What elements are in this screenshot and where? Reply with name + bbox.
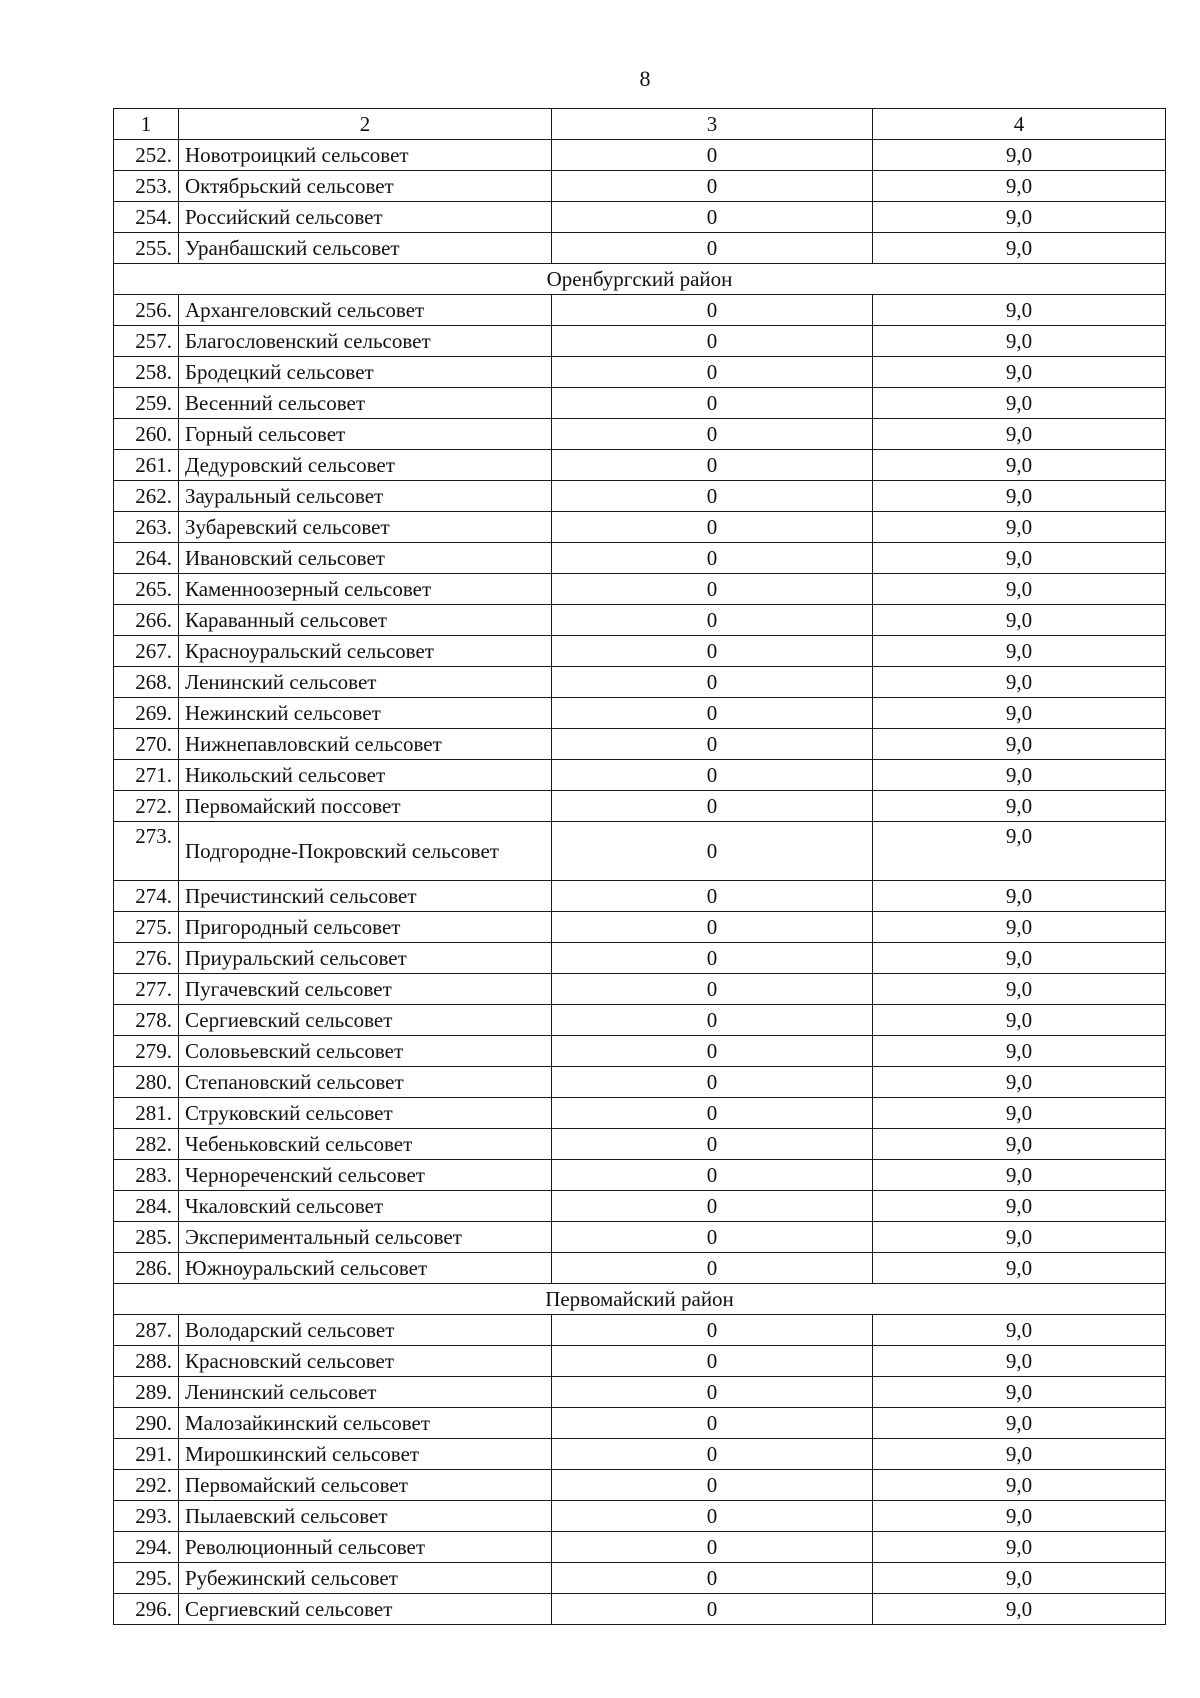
table-row	[114, 1253, 1166, 1284]
value-col4: 9,0	[873, 1470, 1166, 1501]
section-title: Оренбургский район	[114, 264, 1166, 295]
table-row	[114, 388, 1166, 419]
row-number: 278.	[114, 1005, 179, 1036]
value-col4: 9,0	[873, 481, 1166, 512]
municipality-name: Бродецкий сельсовет	[179, 357, 552, 388]
table-row	[114, 974, 1166, 1005]
section-header-row	[114, 1284, 1166, 1315]
row-number: 254.	[114, 202, 179, 233]
municipality-name: Горный сельсовет	[179, 419, 552, 450]
municipality-name: Красноуральский сельсовет	[179, 636, 552, 667]
municipality-name: Караванный сельсовет	[179, 605, 552, 636]
value-col3: 0	[552, 481, 873, 512]
municipality-name: Никольский сельсовет	[179, 760, 552, 791]
municipality-name: Пречистинский сельсовет	[179, 881, 552, 912]
value-col3: 0	[552, 295, 873, 326]
municipality-name: Новотроицкий сельсовет	[179, 140, 552, 171]
value-col4: 9,0	[873, 943, 1166, 974]
municipality-name: Чернореченский сельсовет	[179, 1160, 552, 1191]
row-number: 286.	[114, 1253, 179, 1284]
row-number: 279.	[114, 1036, 179, 1067]
value-col4: 9,0	[873, 1036, 1166, 1067]
value-col3: 0	[552, 729, 873, 760]
municipality-name: Уранбашский сельсовет	[179, 233, 552, 264]
value-col4: 9,0	[873, 1377, 1166, 1408]
municipality-name: Весенний сельсовет	[179, 388, 552, 419]
table-row	[114, 822, 1166, 881]
value-col3: 0	[552, 419, 873, 450]
municipality-name: Чебеньковский сельсовет	[179, 1129, 552, 1160]
value-col3: 0	[552, 822, 873, 881]
table-row	[114, 667, 1166, 698]
value-col4: 9,0	[873, 912, 1166, 943]
row-number: 264.	[114, 543, 179, 574]
municipality-name: Зубаревский сельсовет	[179, 512, 552, 543]
table-row	[114, 295, 1166, 326]
value-col4: 9,0	[873, 1408, 1166, 1439]
municipality-name: Нижнепавловский сельсовет	[179, 729, 552, 760]
row-number: 266.	[114, 605, 179, 636]
table-row	[114, 791, 1166, 822]
page-number: 8	[639, 66, 651, 91]
value-col3: 0	[552, 1439, 873, 1470]
value-col4: 9,0	[873, 543, 1166, 574]
row-number: 280.	[114, 1067, 179, 1098]
municipality-name: Ивановский сельсовет	[179, 543, 552, 574]
value-col4: 9,0	[873, 822, 1166, 881]
value-col3: 0	[552, 1129, 873, 1160]
table-row	[114, 1005, 1166, 1036]
row-number: 284.	[114, 1191, 179, 1222]
row-number: 267.	[114, 636, 179, 667]
table-row	[114, 326, 1166, 357]
value-col4: 9,0	[873, 1098, 1166, 1129]
value-col4: 9,0	[873, 1222, 1166, 1253]
value-col4: 9,0	[873, 1346, 1166, 1377]
value-col4: 9,0	[873, 1191, 1166, 1222]
value-col4: 9,0	[873, 1160, 1166, 1191]
value-col3: 0	[552, 171, 873, 202]
table-row	[114, 943, 1166, 974]
value-col4: 9,0	[873, 1532, 1166, 1563]
row-number: 277.	[114, 974, 179, 1005]
table-row	[114, 912, 1166, 943]
table-row	[114, 419, 1166, 450]
municipality-name: Первомайский поссовет	[179, 791, 552, 822]
municipality-name: Первомайский сельсовет	[179, 1470, 552, 1501]
table-row	[114, 1439, 1166, 1470]
value-col4: 9,0	[873, 1005, 1166, 1036]
value-col4: 9,0	[873, 1439, 1166, 1470]
value-col4: 9,0	[873, 326, 1166, 357]
row-number: 291.	[114, 1439, 179, 1470]
data-table	[113, 108, 1166, 1625]
row-number: 268.	[114, 667, 179, 698]
value-col4: 9,0	[873, 295, 1166, 326]
row-number: 257.	[114, 326, 179, 357]
municipality-name: Степановский сельсовет	[179, 1067, 552, 1098]
value-col3: 0	[552, 791, 873, 822]
value-col3: 0	[552, 605, 873, 636]
row-number: 294.	[114, 1532, 179, 1563]
value-col3: 0	[552, 574, 873, 605]
value-col4: 9,0	[873, 357, 1166, 388]
row-number: 260.	[114, 419, 179, 450]
value-col4: 9,0	[873, 1315, 1166, 1346]
value-col4: 9,0	[873, 202, 1166, 233]
table-row	[114, 171, 1166, 202]
municipality-name: Российский сельсовет	[179, 202, 552, 233]
value-col3: 0	[552, 326, 873, 357]
value-col3: 0	[552, 636, 873, 667]
table-row	[114, 1098, 1166, 1129]
value-col3: 0	[552, 140, 873, 171]
table-row	[114, 605, 1166, 636]
municipality-name: Малозайкинский сельсовет	[179, 1408, 552, 1439]
table-row	[114, 1408, 1166, 1439]
table-row	[114, 1129, 1166, 1160]
value-col4: 9,0	[873, 1501, 1166, 1532]
value-col3: 0	[552, 1594, 873, 1625]
value-col4: 9,0	[873, 140, 1166, 171]
table-row	[114, 202, 1166, 233]
row-number: 290.	[114, 1408, 179, 1439]
header-cell-3: 3	[552, 109, 873, 140]
municipality-name: Струковский сельсовет	[179, 1098, 552, 1129]
table-row	[114, 1532, 1166, 1563]
municipality-name: Экспериментальный сельсовет	[179, 1222, 552, 1253]
value-col3: 0	[552, 1098, 873, 1129]
value-col3: 0	[552, 881, 873, 912]
row-number: 269.	[114, 698, 179, 729]
municipality-name: Чкаловский сельсовет	[179, 1191, 552, 1222]
row-number: 281.	[114, 1098, 179, 1129]
municipality-name: Революционный сельсовет	[179, 1532, 552, 1563]
header-row	[114, 109, 1166, 140]
table-row	[114, 636, 1166, 667]
row-number: 274.	[114, 881, 179, 912]
municipality-name: Дедуровский сельсовет	[179, 450, 552, 481]
table-row	[114, 1067, 1166, 1098]
value-col3: 0	[552, 667, 873, 698]
row-number: 287.	[114, 1315, 179, 1346]
value-col3: 0	[552, 543, 873, 574]
municipality-name: Соловьевский сельсовет	[179, 1036, 552, 1067]
table-row	[114, 450, 1166, 481]
value-col3: 0	[552, 1253, 873, 1284]
row-number: 253.	[114, 171, 179, 202]
municipality-name: Мирошкинский сельсовет	[179, 1439, 552, 1470]
table-row	[114, 1036, 1166, 1067]
value-col3: 0	[552, 1501, 873, 1532]
municipality-name: Зауральный сельсовет	[179, 481, 552, 512]
value-col3: 0	[552, 1408, 873, 1439]
row-number: 265.	[114, 574, 179, 605]
value-col4: 9,0	[873, 574, 1166, 605]
header-cell-4: 4	[873, 109, 1166, 140]
value-col4: 9,0	[873, 605, 1166, 636]
value-col3: 0	[552, 512, 873, 543]
municipality-name: Приуральский сельсовет	[179, 943, 552, 974]
value-col3: 0	[552, 1067, 873, 1098]
table-row	[114, 760, 1166, 791]
table-row	[114, 140, 1166, 171]
table-row	[114, 233, 1166, 264]
value-col3: 0	[552, 1191, 873, 1222]
table-row	[114, 1594, 1166, 1625]
value-col3: 0	[552, 1470, 873, 1501]
row-number: 285.	[114, 1222, 179, 1253]
row-number: 273.	[114, 822, 179, 881]
municipality-name: Сергиевский сельсовет	[179, 1005, 552, 1036]
row-number: 276.	[114, 943, 179, 974]
table-row	[114, 1377, 1166, 1408]
municipality-name: Архангеловский сельсовет	[179, 295, 552, 326]
section-header-row	[114, 264, 1166, 295]
value-col3: 0	[552, 912, 873, 943]
row-number: 296.	[114, 1594, 179, 1625]
municipality-name: Благословенский сельсовет	[179, 326, 552, 357]
value-col3: 0	[552, 1160, 873, 1191]
row-number: 292.	[114, 1470, 179, 1501]
table-row	[114, 357, 1166, 388]
table-row	[114, 574, 1166, 605]
value-col3: 0	[552, 1005, 873, 1036]
table-body	[114, 109, 1166, 1625]
row-number: 256.	[114, 295, 179, 326]
row-number: 289.	[114, 1377, 179, 1408]
value-col4: 9,0	[873, 512, 1166, 543]
municipality-name: Володарский сельсовет	[179, 1315, 552, 1346]
row-number: 272.	[114, 791, 179, 822]
municipality-name: Сергиевский сельсовет	[179, 1594, 552, 1625]
value-col4: 9,0	[873, 233, 1166, 264]
table-row	[114, 1160, 1166, 1191]
value-col3: 0	[552, 974, 873, 1005]
municipality-name: Красновский сельсовет	[179, 1346, 552, 1377]
municipality-name: Пугачевский сельсовет	[179, 974, 552, 1005]
value-col4: 9,0	[873, 881, 1166, 912]
value-col4: 9,0	[873, 974, 1166, 1005]
value-col3: 0	[552, 450, 873, 481]
row-number: 275.	[114, 912, 179, 943]
value-col4: 9,0	[873, 636, 1166, 667]
table-row	[114, 729, 1166, 760]
row-number: 258.	[114, 357, 179, 388]
section-title: Первомайский район	[114, 1284, 1166, 1315]
value-col3: 0	[552, 357, 873, 388]
row-number: 259.	[114, 388, 179, 419]
municipality-name: Ленинский сельсовет	[179, 667, 552, 698]
row-number: 271.	[114, 760, 179, 791]
value-col3: 0	[552, 1036, 873, 1067]
municipality-name: Пригородный сельсовет	[179, 912, 552, 943]
value-col3: 0	[552, 1315, 873, 1346]
value-col4: 9,0	[873, 1067, 1166, 1098]
value-col3: 0	[552, 1222, 873, 1253]
table-row	[114, 1315, 1166, 1346]
table-row	[114, 1222, 1166, 1253]
table-row	[114, 1501, 1166, 1532]
row-number: 255.	[114, 233, 179, 264]
value-col3: 0	[552, 388, 873, 419]
municipality-name: Каменноозерный сельсовет	[179, 574, 552, 605]
value-col4: 9,0	[873, 388, 1166, 419]
municipality-name: Нежинский сельсовет	[179, 698, 552, 729]
row-number: 262.	[114, 481, 179, 512]
header-cell-2: 2	[179, 109, 552, 140]
value-col4: 9,0	[873, 698, 1166, 729]
row-number: 252.	[114, 140, 179, 171]
value-col4: 9,0	[873, 667, 1166, 698]
value-col4: 9,0	[873, 1563, 1166, 1594]
value-col4: 9,0	[873, 1129, 1166, 1160]
municipality-name: Южноуральский сельсовет	[179, 1253, 552, 1284]
table-row	[114, 1346, 1166, 1377]
municipality-name: Рубежинский сельсовет	[179, 1563, 552, 1594]
municipality-name: Ленинский сельсовет	[179, 1377, 552, 1408]
table-row	[114, 881, 1166, 912]
value-col3: 0	[552, 202, 873, 233]
row-number: 282.	[114, 1129, 179, 1160]
table-row	[114, 1191, 1166, 1222]
municipality-name: Пылаевский сельсовет	[179, 1501, 552, 1532]
row-number: 293.	[114, 1501, 179, 1532]
table-row	[114, 481, 1166, 512]
row-number: 283.	[114, 1160, 179, 1191]
value-col4: 9,0	[873, 419, 1166, 450]
value-col4: 9,0	[873, 729, 1166, 760]
header-cell-1: 1	[114, 109, 179, 140]
value-col4: 9,0	[873, 450, 1166, 481]
table-row	[114, 1470, 1166, 1501]
value-col4: 9,0	[873, 791, 1166, 822]
value-col3: 0	[552, 1532, 873, 1563]
row-number: 263.	[114, 512, 179, 543]
row-number: 295.	[114, 1563, 179, 1594]
municipality-name: Подгородне-Покровский сельсовет	[179, 822, 552, 881]
value-col4: 9,0	[873, 1253, 1166, 1284]
municipality-name: Октябрьский сельсовет	[179, 171, 552, 202]
row-number: 261.	[114, 450, 179, 481]
value-col4: 9,0	[873, 1594, 1166, 1625]
value-col3: 0	[552, 1563, 873, 1594]
row-number: 270.	[114, 729, 179, 760]
value-col3: 0	[552, 233, 873, 264]
value-col3: 0	[552, 698, 873, 729]
table-row	[114, 512, 1166, 543]
row-number: 288.	[114, 1346, 179, 1377]
value-col4: 9,0	[873, 760, 1166, 791]
value-col3: 0	[552, 1346, 873, 1377]
table-row	[114, 698, 1166, 729]
table-row	[114, 1563, 1166, 1594]
value-col3: 0	[552, 760, 873, 791]
value-col3: 0	[552, 943, 873, 974]
value-col3: 0	[552, 1377, 873, 1408]
table-row	[114, 543, 1166, 574]
value-col4: 9,0	[873, 171, 1166, 202]
